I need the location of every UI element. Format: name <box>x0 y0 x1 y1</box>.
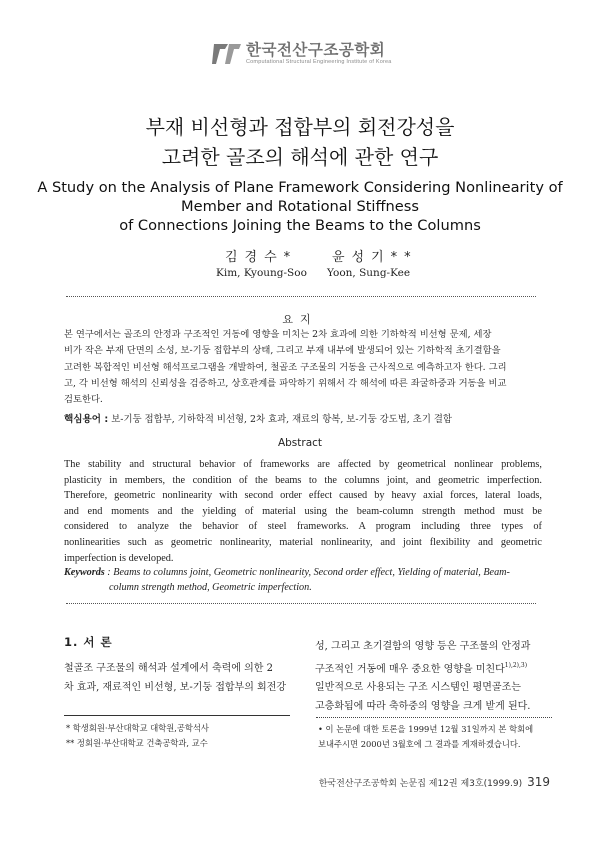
title-en-line3: of Connections Joining the Beams to the Columns <box>119 217 481 234</box>
title-en-line2: Member and Rotational Stiffness <box>181 198 419 215</box>
abstract-en-line: considered to analyze the behavior of steel frameworks. A program including three types of <box>64 521 542 533</box>
keywords-en <box>64 566 549 595</box>
abstract-en-line: nonlinearities such as geometric nonlinearity, material nonlinearity, and joint flexibility and geometric <box>64 536 542 548</box>
body-line: 차 효과, 재료적인 비선형, 보-기둥 접합부의 회전강 <box>64 681 287 693</box>
author-1-en: Kim, Kyoung-Soo <box>216 267 307 279</box>
csei-logo-icon <box>212 42 242 66</box>
author-2-ko: 윤성기** <box>332 250 418 265</box>
abstract-en-line: imperfection is developed. <box>64 552 174 564</box>
keywords-en-line2: column strength method, Geometric imperfection. <box>109 581 312 593</box>
footnote-rule <box>64 715 290 716</box>
title-korean <box>0 112 600 172</box>
title-english <box>0 178 600 235</box>
body-line: 철골조 구조물의 해석과 설계에서 축력에 의한 2 <box>64 663 273 674</box>
body-right-column <box>315 638 551 716</box>
keywords-ko-label: 핵심용어 : <box>64 414 109 425</box>
abstract-ko-line: 본 연구에서는 골조의 안정과 구조적인 거동에 영향을 미치는 2차 효과에 의한 기하학적 비선형 문제, 세장 <box>64 329 492 340</box>
body-line: 고층화됨에 따라 축하중의 영향을 크게 받게 된다. <box>315 700 531 712</box>
keywords-en-label: Keywords <box>64 567 105 578</box>
abstract-en-heading: Abstract <box>277 437 323 449</box>
page-number: 319 <box>527 775 550 789</box>
section-heading-introduction: 1. 서 론 <box>64 635 113 649</box>
page-footer <box>305 775 550 789</box>
abstract-en-line: plasticity in members, the condition of the beams to the columns joint, and geometric imperfection. <box>64 474 542 486</box>
abstract-en-line: and end moments and the yielding of material using the beam-column strength method must be <box>64 505 542 517</box>
keywords-ko <box>64 411 544 425</box>
author-1-ko: 김경수* <box>225 250 298 265</box>
society-name-en: Computational Structural Engineering Institute of Korea <box>246 59 392 65</box>
notice-rule <box>316 717 552 718</box>
body-line-text: 구조적인 거동에 매우 중요한 영향을 미친다 <box>315 663 505 675</box>
abstract-ko-line: 비가 작은 부재 단면의 소성, 보-기둥 접합부의 상태, 그리고 부재 내부에 발생되어 있는 기하학적 초기결함을 <box>64 345 501 357</box>
notice-line: 보내주시면 2000년 3월호에 그 결과를 게재하겠습니다. <box>318 738 521 749</box>
title-en-line1: A Study on the Analysis of Plane Framework Considering Nonlinearity of <box>37 179 563 196</box>
divider-top <box>66 296 536 297</box>
citation-reference: 1),2),3) <box>504 661 528 669</box>
footnote-line: * 학생회원·부산대학교 대학원,공학석사 <box>66 723 209 733</box>
body-line <box>315 657 551 680</box>
footnote-line: ** 정회원·부산대학교 건축공학과, 교수 <box>66 737 208 748</box>
abstract-ko-heading: 요지 <box>282 313 318 326</box>
author-footnotes <box>66 721 296 750</box>
keywords-ko-list: 보-기둥 접합부, 기하학적 비선형, 2차 효과, 재료의 항복, 보-기둥 강도법, 초기 결함 <box>111 414 452 425</box>
body-line: 일반적으로 사용되는 구조 시스템인 평면골조는 <box>315 682 521 693</box>
abstract-ko-line: 고려한 복합적인 비선형 해석프로그램을 개발하여, 철골조 구조물의 거동을 근사적으로 예측하고자 한다. 그리 <box>64 361 507 373</box>
body-line: 성, 그리고 초기결함의 영향 등은 구조물의 안정과 <box>315 641 531 652</box>
journal-reference: 한국전산구조공학회 논문집 제12권 제3호(1999.9) <box>318 779 523 789</box>
society-name-ko: 한국전산구조공학회 <box>246 40 386 59</box>
abstract-en-line: The stability and structural behavior of frameworks are affected by geometrical nonlinear problems, <box>64 459 542 470</box>
body-left-column <box>64 660 290 697</box>
abstract-ko-line: 고, 각 비선형 해석의 신뢰성을 검증하고, 상호관계를 파악하기 위해서 각 해석에 따른 좌굴하중과 거동을 비교 <box>64 377 507 389</box>
keywords-en-line1: : Beams to columns joint, Geometric nonlinearity, Second order effect, Yielding of material, Beam- <box>107 567 510 578</box>
abstract-en-body <box>64 457 542 566</box>
author-2-en: Yoon, Sung-Kee <box>327 267 411 279</box>
notice-line: • 이 논문에 대한 토론을 1999년 12월 31일까지 본 학회에 <box>318 724 534 734</box>
title-ko-line1: 부재 비선형과 접합부의 회전강성을 <box>145 115 455 139</box>
title-ko-line2: 고려한 골조의 해석에 관한 연구 <box>161 145 439 169</box>
society-header <box>212 42 392 66</box>
abstract-en-line: Therefore, geometric nonlinearity with second order effect caused by heavy axial forces, lateral loads, <box>64 490 542 502</box>
divider-bottom <box>66 603 536 604</box>
abstract-ko-body <box>64 327 538 408</box>
discussion-notice <box>318 722 558 751</box>
abstract-ko-line: 검토한다. <box>64 394 103 406</box>
